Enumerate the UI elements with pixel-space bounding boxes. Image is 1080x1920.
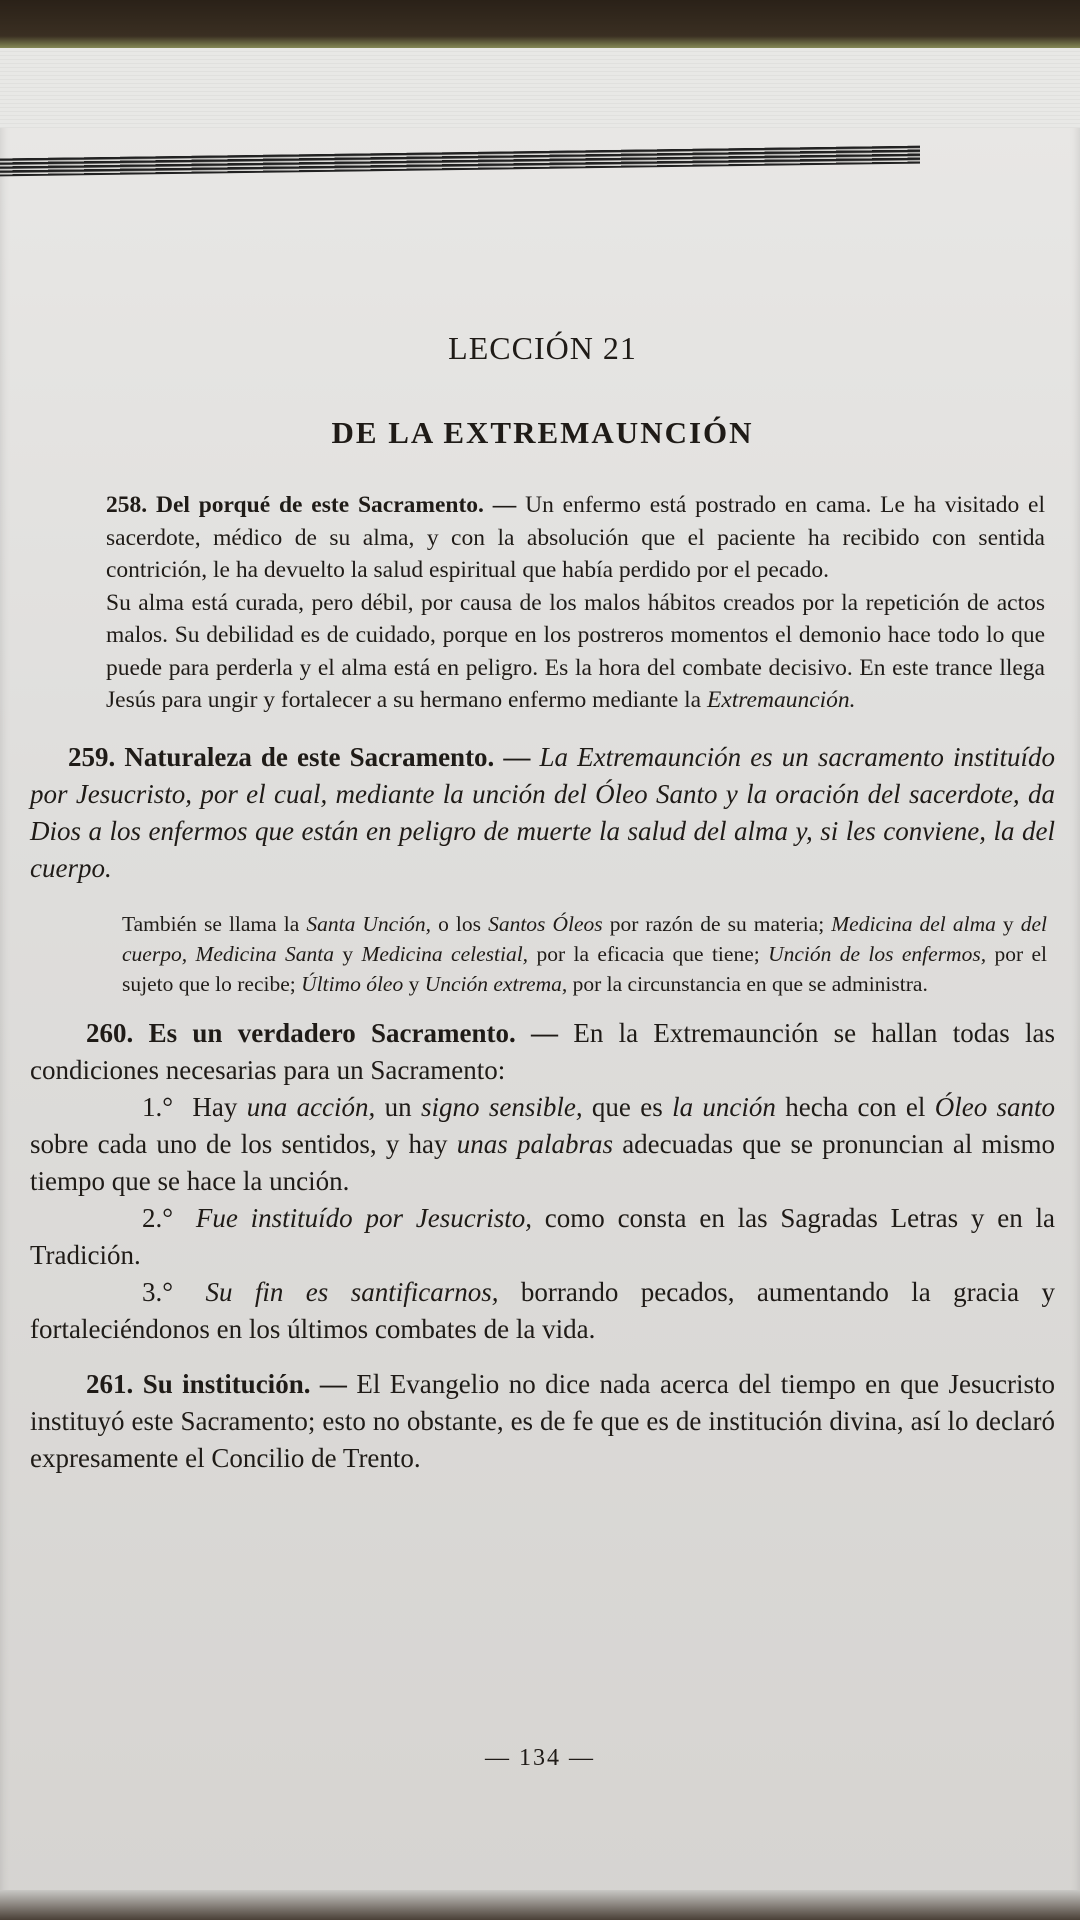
- section-260-item-3: [30, 1274, 1055, 1348]
- page-content: [30, 330, 1055, 1477]
- section-261-paragraph: [30, 1366, 1055, 1477]
- section-number: 260.: [86, 1017, 134, 1048]
- section-body: En la Extremaunción se hallan todas las condiciones necesarias para un Sacramento:: [30, 1017, 1056, 1085]
- item-number: 2.°: [142, 1202, 174, 1233]
- section-number: 259.: [68, 741, 116, 772]
- note-italic: Santos Óleos: [488, 911, 603, 936]
- item-text: borrando pecados, aumentando la gracia y fortaleciéndonos en los últimos combates de la vida.: [30, 1276, 1056, 1344]
- item-italic: Fue instituído por Jesucristo,: [195, 1202, 532, 1233]
- item-text: Hay: [192, 1091, 238, 1122]
- note-text: y: [342, 941, 354, 966]
- item-text: que es: [591, 1091, 663, 1122]
- note-italic: Último óleo: [301, 971, 404, 996]
- note-text: o los: [438, 911, 482, 936]
- section-heading: Su institución. —: [142, 1368, 347, 1399]
- item-text: hecha con el: [785, 1091, 926, 1122]
- note-italic: Medicina celestial,: [361, 941, 529, 966]
- section-258-paragraph-1: [30, 489, 1055, 587]
- item-number: 3.°: [142, 1276, 174, 1307]
- item-number: 1.°: [142, 1091, 174, 1122]
- item-italic: Su fin es santificarnos,: [205, 1276, 499, 1307]
- section-number: 261.: [86, 1368, 134, 1399]
- item-italic: la unción: [672, 1091, 776, 1122]
- lesson-title: LECCIÓN 21: [448, 330, 637, 366]
- header-rule: [0, 146, 920, 177]
- note-italic: Unción extrema,: [424, 971, 568, 996]
- section-261: [30, 1366, 1055, 1477]
- item-italic: una acción,: [246, 1091, 376, 1122]
- section-body: Su alma está curada, pero débil, por causa de los malos hábitos creados por la repetición de actos malos. Su debilidad es de cuidado, porque en los postreros momentos el demonio hace todo lo que puede para perderla y el alma está en peligro. Es la hora del combate decisivo. En este trance llega Jesús para ungir y fortalecer a su hermano enfermo mediante la: [106, 589, 1045, 713]
- note-italic: Unción de los enfermos,: [768, 941, 987, 966]
- section-258: [30, 489, 1055, 717]
- background-edge-bottom: [0, 1890, 1080, 1920]
- section-number: 258.: [106, 492, 148, 518]
- page-stack-edge: [0, 48, 1080, 128]
- note-italic: Medicina del alma: [831, 911, 996, 936]
- note-text: También se llama la: [122, 911, 300, 936]
- note-italic: del cuerpo, Medicina Santa: [122, 911, 1047, 966]
- section-body-italic: Extremaunción.: [706, 687, 856, 713]
- item-text: como consta en las Sagradas Letras y en la Tradición.: [30, 1202, 1055, 1270]
- note-italic: Santa Unción,: [306, 911, 432, 936]
- section-259: [30, 739, 1055, 999]
- item-text: un: [384, 1091, 412, 1122]
- chapter-title: DE LA EXTREMAUNCIÓN: [331, 415, 754, 450]
- note-text: por la circunstancia en que se administra.: [572, 971, 928, 996]
- section-260-intro: [30, 1015, 1055, 1089]
- note-text: y: [1002, 911, 1014, 936]
- section-260-item-2: [30, 1200, 1055, 1274]
- section-258-paragraph-2: [30, 587, 1055, 717]
- section-heading: Naturaleza de este Sacramento. —: [124, 741, 531, 772]
- item-text: sobre cada uno de los sentidos, y hay: [30, 1128, 448, 1159]
- section-259-note: [30, 909, 1055, 999]
- item-italic: unas palabras: [456, 1128, 613, 1159]
- section-heading: Es un verdadero Sacramento. —: [148, 1017, 559, 1048]
- section-260-item-1: [30, 1089, 1055, 1200]
- item-italic: signo sensible,: [420, 1091, 583, 1122]
- section-body: Un enfermo está postrado en cama. Le ha visitado el sacerdote, médico de su alma, y con la absolución que el paciente ha recibido con sentida contrición, le ha devuelto la salud espiritual que había perdido por el pecado.: [106, 492, 1046, 583]
- note-text: y: [408, 971, 420, 996]
- note-text: por razón de su materia;: [609, 911, 825, 936]
- section-heading: Del porqué de este Sacramento. —: [155, 492, 517, 518]
- section-definition: La Extremaunción es un sacramento instituído por Jesucristo, por el cual, mediante la unción del Óleo Santo y la oración del sacerdote, da Dios a los enfermos que están en peligro de muerte la salud del alma y, si les conviene, la del cuerpo.: [30, 741, 1055, 883]
- page-number: — 134 —: [485, 1745, 595, 1771]
- section-259-paragraph: [30, 739, 1055, 887]
- item-italic: Óleo santo: [934, 1091, 1056, 1122]
- note-text: por el sujeto que lo recibe;: [122, 941, 1047, 996]
- note-text: por la eficacia que tiene;: [536, 941, 760, 966]
- section-260: [30, 1015, 1055, 1348]
- section-body: El Evangelio no dice nada acerca del tiempo en que Jesucristo instituyó este Sacramento; esto no obstante, es de fe que es de institución divina, así lo declaró expresamente el Concilio de Trento.: [30, 1368, 1056, 1473]
- item-text: adecuadas que se pronuncian al mismo tiempo que se hace la unción.: [30, 1128, 1056, 1196]
